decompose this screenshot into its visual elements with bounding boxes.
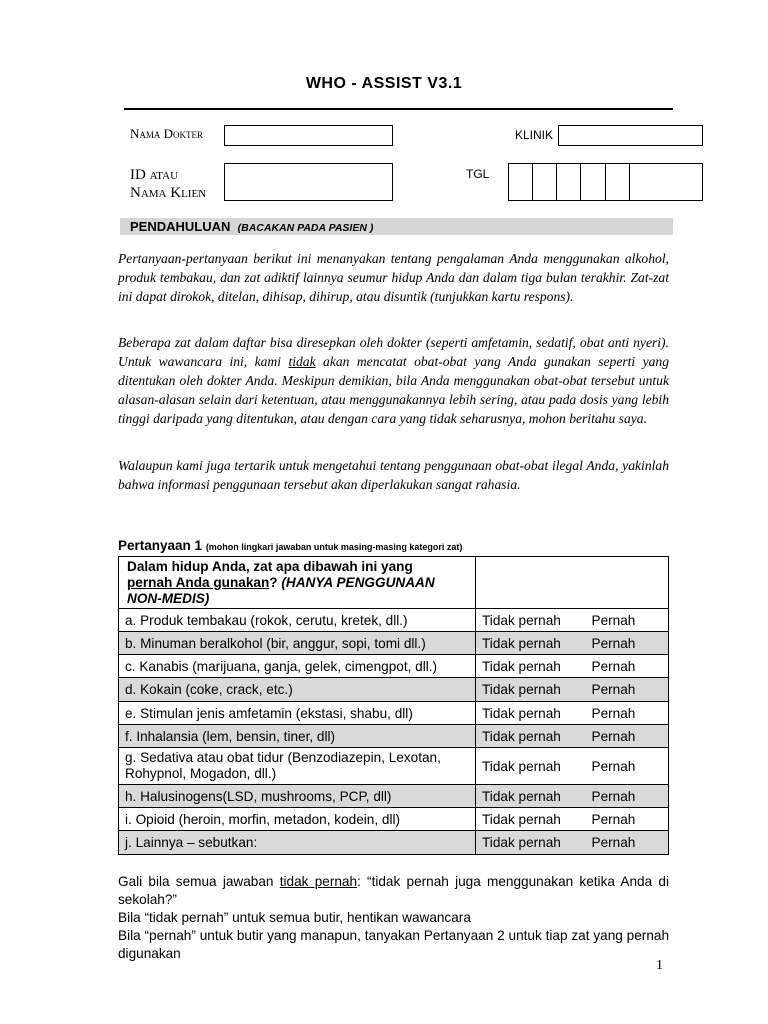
para2-underlined-word: tidak — [288, 354, 316, 369]
answer-yes-option[interactable]: Pernah — [586, 632, 669, 655]
table-row — [119, 702, 669, 725]
table-header-row — [119, 557, 669, 609]
answer-no-option[interactable]: Tidak pernah — [476, 678, 586, 702]
answer-no-option[interactable]: Tidak pernah — [476, 748, 586, 785]
table-row — [119, 678, 669, 702]
probe-text-before: Gali bila semua jawaban — [118, 874, 274, 889]
answer-no-option[interactable]: Tidak pernah — [476, 609, 586, 632]
question-1-instruction: (mohon lingkari jawaban untuk masing-masing kategori zat) — [205, 542, 463, 552]
table-row — [119, 831, 669, 855]
document-title: WHO - ASSIST V3.1 — [305, 75, 463, 92]
question-1-table — [118, 556, 669, 855]
answer-yes-option[interactable]: Pernah — [586, 702, 669, 725]
answer-yes-option[interactable]: Pernah — [586, 655, 669, 678]
date-cell-divider — [605, 163, 606, 201]
prompt-italic: (HANYA PENGGUNAAN NON-MEDIS) — [127, 574, 435, 606]
substance-label: g. Sedativa atau obat tidur (Benzodiazepin, Lexotan, Rohypnol, Mogadon, dll.) — [119, 748, 476, 785]
intro-heading-text: PENDAHULUAN — [130, 219, 231, 234]
answer-no-option[interactable]: Tidak pernah — [476, 655, 586, 678]
substance-label: e. Stimulan jenis amfetamin (ekstasi, shabu, dll) — [119, 702, 476, 725]
para2-text-after: akan mencatat obat-obat yang Anda gunakan seperti yang ditentukan oleh dokter Anda. Meskipun demikian, bila Anda menggunakan obat-obat tersebut untuk alasan-alasan selain dari ketentuan, atau menggunakannya lebih sering, atau pada dosis yang lebih tinggi daripada yang ditentukan, atau dengan cara yang tidak seharusnya, mohon beritahu saya. — [118, 354, 670, 426]
table-row — [119, 808, 669, 831]
answer-no-option[interactable]: Tidak pernah — [476, 831, 586, 855]
answer-yes-option[interactable]: Pernah — [586, 678, 669, 702]
substance-label: i. Opioid (heroin, morfin, metadon, kodein, dll) — [119, 808, 476, 831]
client-id-label-line1: ID atau — [130, 167, 179, 183]
prompt-line-1: Dalam hidup Anda, zat apa dibawah ini yang — [127, 558, 413, 574]
answer-no-option[interactable]: Tidak pernah — [476, 785, 586, 808]
date-cell-divider — [580, 163, 581, 201]
date-label: TGL — [466, 167, 490, 181]
table-row — [119, 655, 669, 678]
intro-paragraph-1: Pertanyaan-pertanyaan berikut ini menanyakan tentang pengalaman Anda menggunakan alkohol, produk tembakau, dan zat adiktif lainnya seumur hidup Anda dan dalam tiga bulan terakhir. Zat-zat ini dapat dirokok, ditelan, dihisap, dihirup, atau disuntik (tunjukkan kartu respons). — [118, 251, 669, 304]
question-1-heading — [118, 538, 462, 553]
footer-instructions — [118, 873, 669, 963]
para2-text-before: Beberapa zat dalam daftar bisa diresepkan oleh dokter (seperti amfetamin, sedatif, obat anti nyeri). Untuk wawancara ini, kami — [118, 335, 669, 369]
answer-no-option[interactable]: Tidak pernah — [476, 702, 586, 725]
intro-heading-note: (BACAKAN PADA PASIEN ) — [237, 222, 374, 234]
clinic-field[interactable] — [558, 125, 703, 146]
probe-text-after: : “tidak pernah juga menggunakan ketika Anda di sekolah?” — [118, 874, 669, 907]
table-row — [119, 632, 669, 655]
intro-paragraph-2 — [118, 333, 669, 428]
substance-label: j. Lainnya – sebutkan: — [119, 831, 476, 855]
table-row — [119, 785, 669, 808]
substance-label: c. Kanabis (marijuana, ganja, gelek, cimengpot, dll.) — [119, 655, 476, 678]
answer-yes-option[interactable]: Pernah — [586, 785, 669, 808]
substance-label: h. Halusinogens(LSD, mushrooms, PCP, dll) — [119, 785, 476, 808]
answer-header-cell — [476, 557, 669, 609]
client-id-label-line2: Nama Klien — [130, 185, 207, 201]
substance-label: a. Produk tembakau (rokok, cerutu, kretek, dll.) — [119, 609, 476, 632]
answer-yes-option[interactable]: Pernah — [586, 831, 669, 855]
answer-yes-option[interactable]: Pernah — [586, 725, 669, 748]
page-number: 1 — [656, 958, 663, 973]
probe-instruction — [118, 873, 669, 909]
prompt-underlined: pernah Anda gunakan — [127, 574, 270, 590]
intro-paragraph-3: Walaupun kami juga tertarik untuk mengetahui tentang penggunaan obat-obat ilegal Anda, yakinlah bahwa informasi penggunaan tersebut akan diperlakukan sangat rahasia. — [118, 458, 669, 492]
substance-label: d. Kokain (coke, crack, etc.) — [119, 678, 476, 702]
prompt-after: ? — [269, 574, 278, 590]
clinic-label: KLINIK — [515, 128, 554, 142]
stop-instruction: Bila “tidak pernah” untuk semua butir, hentikan wawancara — [118, 910, 471, 925]
client-id-field[interactable] — [224, 163, 393, 201]
answer-yes-option[interactable]: Pernah — [586, 609, 669, 632]
answer-yes-option[interactable]: Pernah — [586, 808, 669, 831]
client-id-label — [130, 166, 206, 202]
continue-instruction: Bila “pernah” untuk butir yang manapun, tanyakan Pertanyaan 2 untuk tiap zat yang pernah digunakan — [118, 928, 669, 961]
answer-no-option[interactable]: Tidak pernah — [476, 725, 586, 748]
answer-yes-option[interactable]: Pernah — [586, 748, 669, 785]
intro-section-bar — [120, 218, 673, 235]
table-row — [119, 609, 669, 632]
probe-underlined: tidak pernah — [279, 874, 358, 889]
table-row — [119, 725, 669, 748]
substance-label: f. Inhalansia (lem, bensin, tiner, dll) — [119, 725, 476, 748]
question-prompt-cell — [119, 557, 476, 609]
question-1-title: Pertanyaan 1 — [118, 538, 203, 553]
intro-heading — [130, 218, 373, 237]
table-row — [119, 748, 669, 785]
doctor-name-label: Nama Dokter — [130, 126, 204, 141]
date-cell-divider — [629, 163, 630, 201]
answer-no-option[interactable]: Tidak pernah — [476, 808, 586, 831]
substance-label: b. Minuman beralkohol (bir, anggur, sopi, tomi dll.) — [119, 632, 476, 655]
date-field[interactable] — [508, 163, 703, 201]
answer-no-option[interactable]: Tidak pernah — [476, 632, 586, 655]
date-cell-divider — [532, 163, 533, 201]
doctor-name-field[interactable] — [224, 125, 393, 146]
date-cell-divider — [556, 163, 557, 201]
title-divider — [124, 108, 673, 110]
